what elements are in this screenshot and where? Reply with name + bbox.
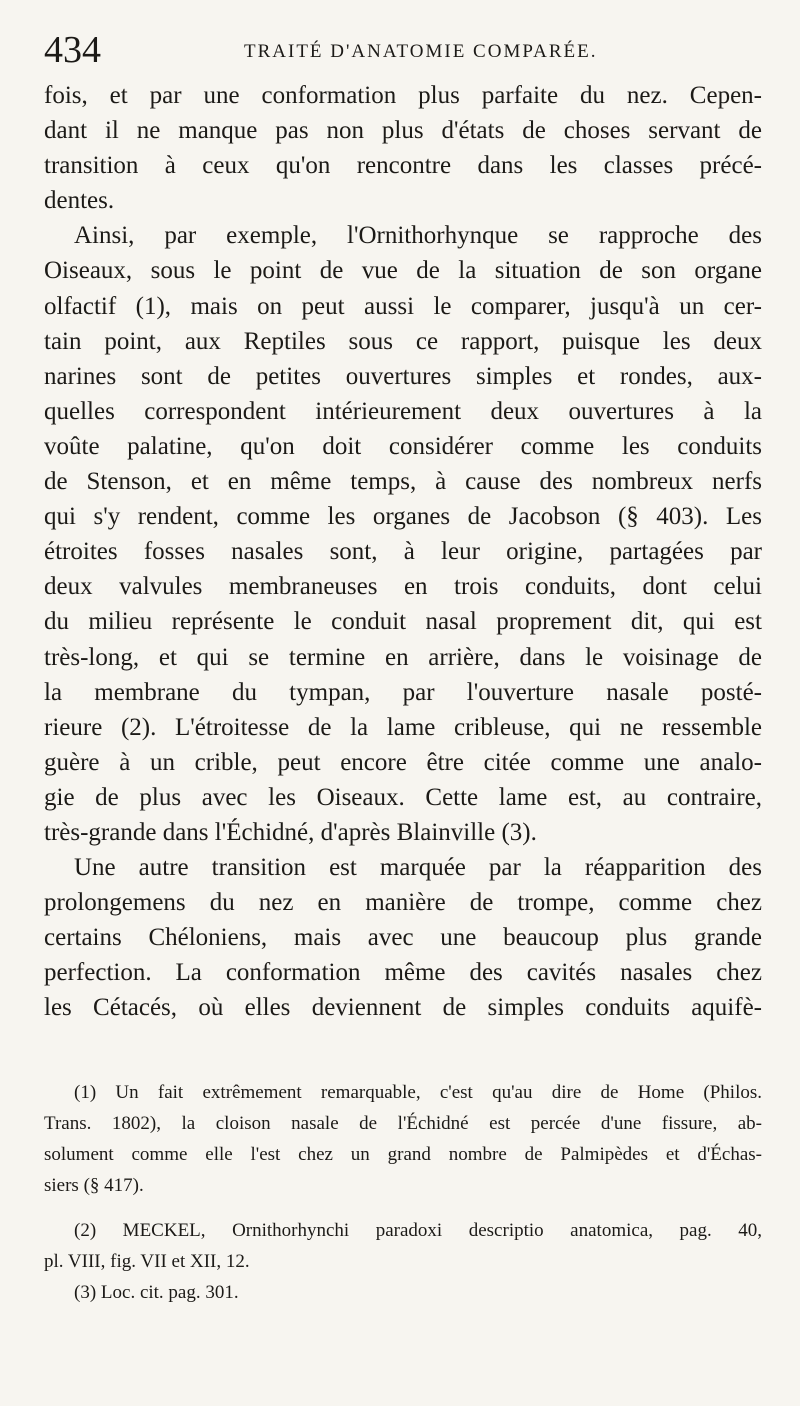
text-line: Une autre transition est marquée par la réapparition des <box>74 854 762 882</box>
footnote-2 <box>44 1215 762 1277</box>
text-line: tain point, aux Reptiles sous ce rapport, puisque les deux <box>44 327 762 355</box>
footnote-line: (1) Un fait extrêmement remarquable, c'est qu'au dire de Home (Philos. <box>74 1082 762 1103</box>
footnote-line: solument comme elle l'est chez un grand nombre de Palmipèdes et d'Échas- <box>44 1144 762 1165</box>
text-line: voûte palatine, qu'on doit considérer comme les conduits <box>44 432 762 460</box>
text-line: certains Chéloniens, mais avec une beaucoup plus grande <box>44 924 762 952</box>
text-line: transition à ceux qu'on rencontre dans les classes précé- <box>44 152 762 180</box>
footnote-line: Trans. 1802), la cloison nasale de l'Échidné est percée d'une fissure, ab- <box>44 1113 762 1134</box>
text-line: guère à un crible, peut encore être citée comme une analo- <box>44 748 762 776</box>
text-line: de Stenson, et en même temps, à cause des nombreux nerfs <box>44 468 762 496</box>
text-line: quelles correspondent intérieurement deux ouvertures à la <box>44 397 762 425</box>
footnote-1 <box>44 1077 762 1201</box>
page-number: 434 <box>44 29 101 71</box>
text-line: prolongemens du nez en manière de trompe, comme chez <box>44 889 762 917</box>
text-line: très-long, et qui se termine en arrière, dans le voisinage de <box>44 643 762 671</box>
text-line: narines sont de petites ouvertures simples et rondes, aux- <box>44 362 762 390</box>
footnote-line: pl. VIII, fig. VII et XII, 12. <box>44 1251 250 1272</box>
text-line: dentes. <box>44 187 115 215</box>
footnote-3 <box>44 1277 762 1308</box>
text-line: Oiseaux, sous le point de vue de la situation de son organe <box>44 257 762 285</box>
text-line: olfactif (1), mais on peut aussi le comparer, jusqu'à un cer- <box>44 292 762 320</box>
text-line: étroites fosses nasales sont, à leur origine, partagées par <box>44 538 762 566</box>
footnote-line: siers (§ 417). <box>44 1175 144 1196</box>
page-header <box>44 28 764 72</box>
text-line: Ainsi, par exemple, l'Ornithorhynque se rapproche des <box>74 222 762 250</box>
text-line: gie de plus avec les Oiseaux. Cette lame est, au contraire, <box>44 783 762 811</box>
text-line: fois, et par une conformation plus parfaite du nez. Cepen- <box>44 82 762 109</box>
text-line: la membrane du tympan, par l'ouverture nasale posté- <box>44 678 762 706</box>
text-line: deux valvules membraneuses en trois conduits, dont celui <box>44 573 762 601</box>
text-line: perfection. La conformation même des cavités nasales chez <box>44 959 762 987</box>
text-line: dant il ne manque pas non plus d'états de choses servant de <box>44 117 762 145</box>
footnote-line: (2) MECKEL, Ornithorhynchi paradoxi descriptio anatomica, pag. 40, <box>74 1220 762 1241</box>
text-line: du milieu représente le conduit nasal proprement dit, qui est <box>44 608 762 636</box>
footnote-line: (3) Loc. cit. pag. 301. <box>74 1282 239 1303</box>
footnotes <box>44 1077 762 1308</box>
text-line: qui s'y rendent, comme les organes de Jacobson (§ 403). Les <box>44 503 762 531</box>
text-line: très-grande dans l'Échidné, d'après Blainville (3). <box>44 818 537 846</box>
body-text <box>44 78 762 1026</box>
text-line: rieure (2). L'étroitesse de la lame cribleuse, qui ne ressemble <box>44 713 762 741</box>
text-line: les Cétacés, où elles deviennent de simples conduits aquifè- <box>44 994 762 1022</box>
running-title: TRAITÉ D'ANATOMIE COMPARÉE. <box>244 41 598 62</box>
